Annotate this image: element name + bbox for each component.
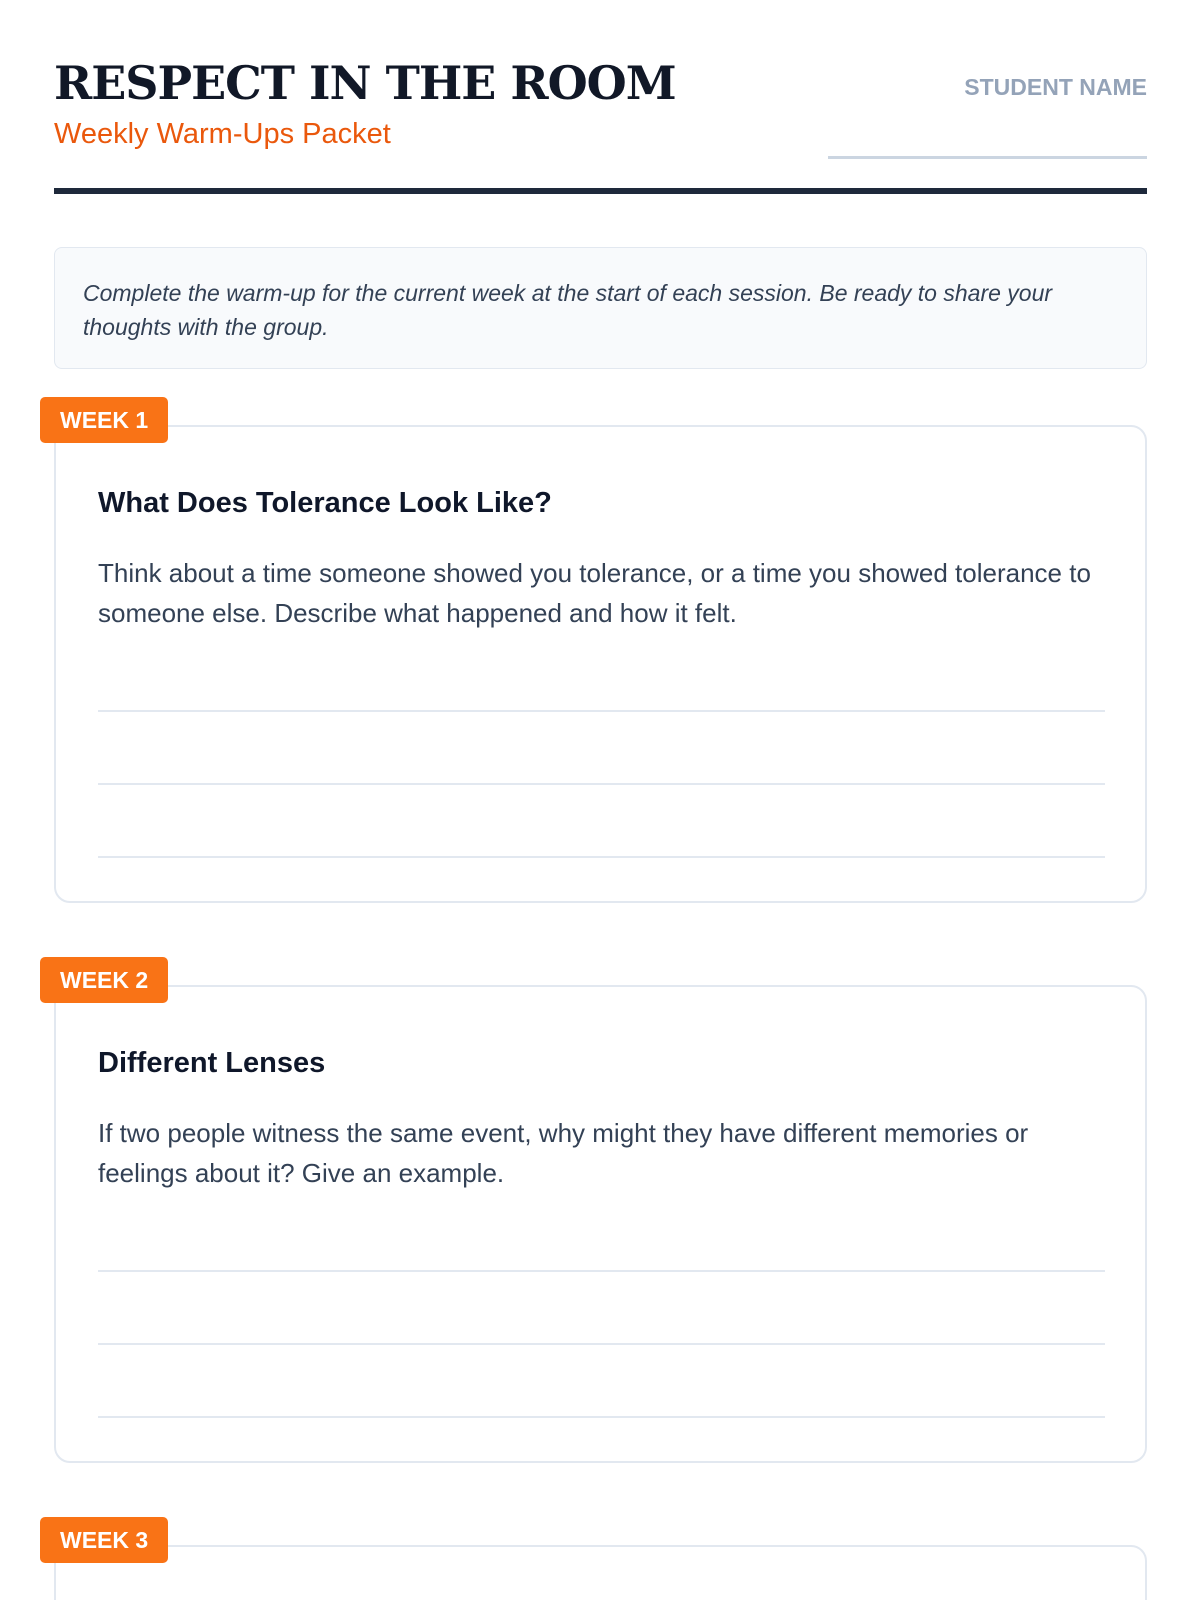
week-badge: WEEK 2 <box>40 957 168 1003</box>
week-section-2 <box>54 957 1147 1467</box>
worksheet-page <box>54 0 1147 1600</box>
week-heading: Different Lenses <box>98 1047 326 1079</box>
week-card <box>54 1545 1147 1600</box>
answer-line[interactable] <box>98 1416 1105 1418</box>
week-prompt: If two people witness the same event, why might they have different memories or feelings about it? Give an example. <box>98 1118 1029 1188</box>
week-badge: WEEK 3 <box>40 1517 168 1563</box>
answer-line[interactable] <box>98 710 1105 712</box>
week-section-3 <box>54 1517 1147 1600</box>
header-divider <box>54 188 1147 194</box>
student-name-label: STUDENT NAME <box>964 74 1147 100</box>
answer-line[interactable] <box>98 1270 1105 1272</box>
student-name-field[interactable] <box>828 156 1147 159</box>
worksheet-header <box>54 52 1147 192</box>
week-prompt: Think about a time someone showed you tolerance, or a time you showed tolerance to someone else. Describe what happened and how it felt. <box>98 558 1091 628</box>
answer-line[interactable] <box>98 783 1105 785</box>
page-subtitle: Weekly Warm-Ups Packet <box>54 118 391 150</box>
instructions-box: Complete the warm-up for the current week at the start of each session. Be ready to share your thoughts with the group. <box>54 247 1147 369</box>
answer-line[interactable] <box>98 856 1105 858</box>
page-title: RESPECT IN THE ROOM <box>54 56 676 110</box>
week-card <box>54 985 1147 1463</box>
week-section-1 <box>54 397 1147 907</box>
week-card <box>54 425 1147 903</box>
week-badge: WEEK 1 <box>40 397 168 443</box>
answer-line[interactable] <box>98 1343 1105 1345</box>
week-heading: What Does Tolerance Look Like? <box>98 487 552 519</box>
